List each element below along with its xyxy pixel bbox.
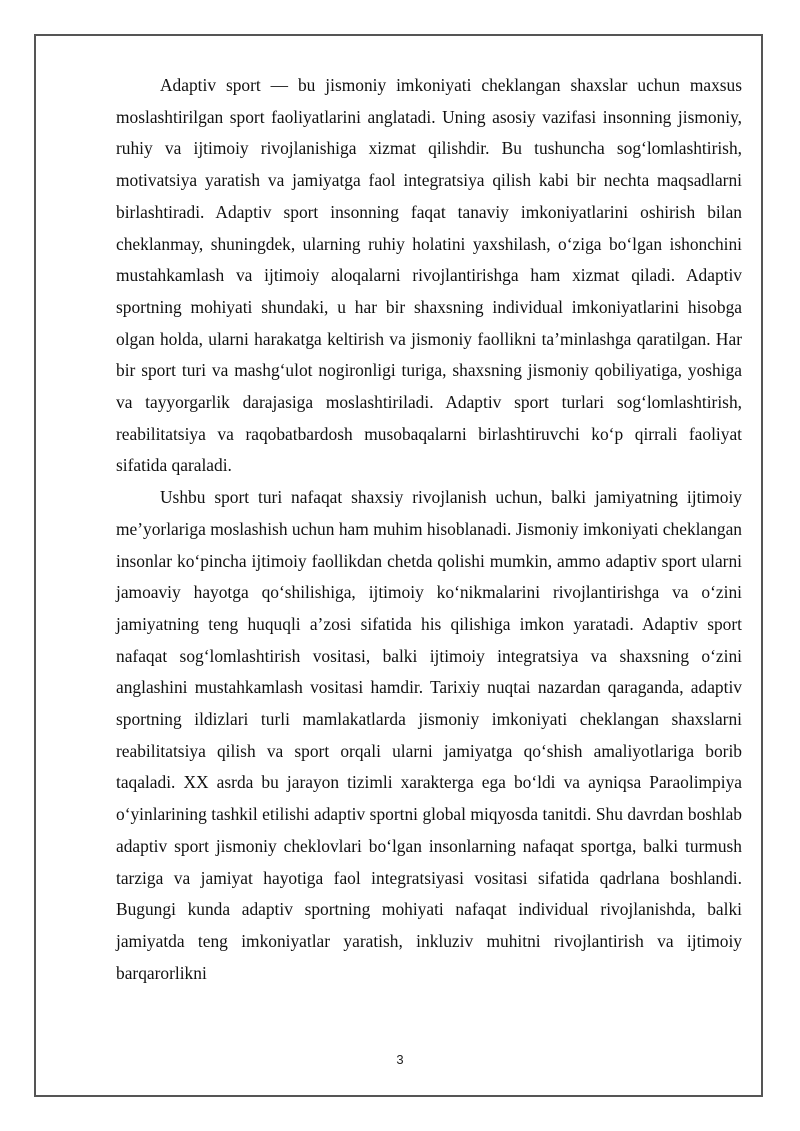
body-text [116,70,742,989]
paragraph-adaptive-sport-definition: Adaptiv sport — bu jismoniy imkoniyati cheklangan shaxslar uchun maxsus moslashtirilgan sport faoliyatlarini anglatadi. Uning asosiy vazifasi insonning jismoniy, ruhiy va ijtimoiy rivojlanishiga xizmat qilishdir. Bu tushuncha sog‘lomlashtirish, motivatsiya yaratish va jamiyatga faol integratsiya qilish kabi bir nechta maqsadlarni birlashtiradi. Adaptiv sport insonning faqat tanaviy imkoniyatlarini oshirish bilan cheklanmay, shuningdek, ularning ruhiy holatini yaxshilash, o‘ziga bo‘lgan ishonchini mustahkamlash va ijtimoiy aloqalarni rivojlantirishga ham xizmat qiladi. Adaptiv sportning mohiyati shundaki, u har bir shaxsning individual imkoniyatlarini hisobga olgan holda, ularni harakatga keltirish va jismoniy faollikni ta’minlashga qaratilgan. Har bir sport turi va mashg‘ulot nogironligi turiga, shaxsning jismoniy qobiliyatiga, yoshiga va tayyorgarlik darajasiga moslashtiriladi. Adaptiv sport turlari sog‘lomlashtirish, reabilitatsiya va raqobatbardosh musobaqalarni birlashtiruvchi ko‘p qirrali faoliyat sifatida qaraladi. [116,75,742,476]
page-number: 3 [396,1052,404,1067]
paragraph-social-integration: Ushbu sport turi nafaqat shaxsiy rivojlanish uchun, balki jamiyatning ijtimoiy me’yorlariga moslashish uchun ham muhim hisoblanadi. Jismoniy imkoniyati cheklangan insonlar ko‘pincha ijtimoiy faollikdan chetda qolishi mumkin, ammo adaptiv sport ularni jamoaviy hayotga qo‘shilishiga, ijtimoiy ko‘nikmalarini rivojlantirishga va o‘zini jamiyatning teng huquqli a’zosi sifatida his qilishiga imkon yaratadi. Adaptiv sport nafaqat sog‘lomlashtirish vositasi, balki ijtimoiy integratsiya va shaxsning o‘zini anglashini mustahkamlash vositasi hamdir. Tarixiy nuqtai nazardan qaraganda, adaptiv sportning ildizlari turli mamlakatlarda jismoniy imkoniyati cheklangan shaxslarni reabilitatsiya qilish va sport orqali ularni jamiyatga qo‘shish amaliyotlariga borib taqaladi. XX asrda bu jarayon tizimli xarakterga ega bo‘ldi va ayniqsa Paraolimpiya o‘yinlarining tashkil etilishi adaptiv sportni global miqyosda tanitdi. Shu davrdan boshlab adaptiv sport jismoniy cheklovlari bo‘lgan insonlarning nafaqat sportga, balki turmush tarziga va jamiyat hayotiga faol integratsiyasi vositasi sifatida qadrlana boshlandi. Bugungi kunda adaptiv sportning mohiyati nafaqat individual rivojlanishda, balki jamiyatda teng imkoniyatlar yaratish, inkluziv muhitni rivojlantirish va ijtimoiy barqarorlikni [116,487,742,983]
